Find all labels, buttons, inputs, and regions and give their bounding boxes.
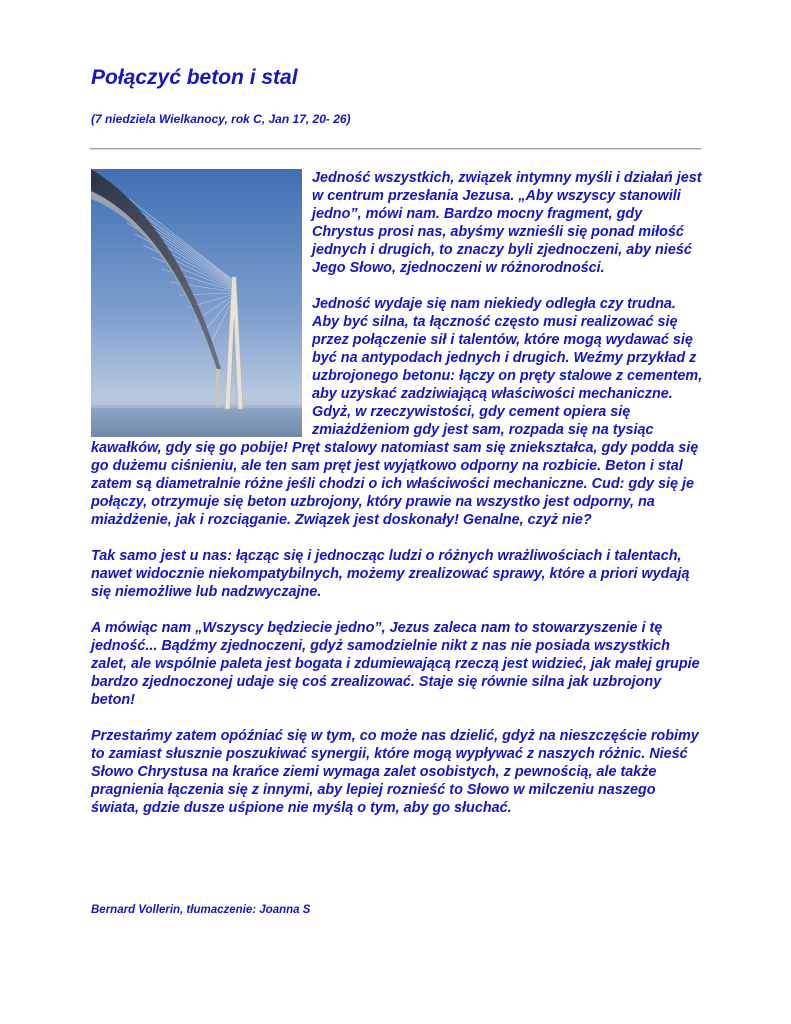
page-subtitle: (7 niedziela Wielkanocy, rok C, Jan 17, 20- 26): [91, 112, 351, 126]
paragraph-4: A mówiąc nam „Wszyscy będziecie jedno”, Jezus zaleca nam to stowarzyszenie i tę jedność... Bądźmy zjednoczeni, gdyż samodzielnie nikt z nas nie posiada wszystkich zalet, ale wspólnie paleta jest bogata i zdumiewającą rzeczą jest widzieć, jak małej grupie bardzo zjednoczonej udaje się coś zrealizować. Staje się równie silna jak uzbrojony beton!: [91, 620, 700, 708]
bridge-photo: [91, 169, 302, 437]
paragraph-5: Przestańmy zatem opóźniać się w tym, co może nas dzielić, gdyż na nieszczęście robimy to zamiast słusznie poszukiwać synergii, które mogą wypływać z naszych różnic. Nieść Słowo Chrystusa na krańce ziemi wymaga zalet osobistych, z pewnością, ale także pragnienia łączenia się z innymi, aby lepiej roznieść to Słowo w milczeniu naszego świata, gdzie dusze uśpione nie myślą o tym, aby go słuchać.: [91, 728, 699, 816]
author-signature: Bernard Vollerin, tłumaczenie: Joanna S: [91, 904, 311, 916]
paragraph-1: Jedność wszystkich, związek intymny myśli i działań jest w centrum przesłania Jezusa. „Aby wszyscy stanowili jedno”, mówi nam. Bardzo mocny fragment, gdy Chrystus prosi nas, abyśmy wznieśli się ponad miłość jednych i drugich, to znaczy byli zjednoczeni, aby nieść Jego Słowo, zjednoczeni w różnorodności.: [312, 170, 702, 276]
paragraph-2: Jedność wydaje się nam niekiedy odległa czy trudna. Aby być silna, ta łączność często musi realizować się przez połączenie sił i talentów, które mogą wydawać się być na antypodach jednych i drugich. Weźmy przykład z uzbrojonego betonu: łączy on pręty stalowe z cementem, aby uzyskać zadziwiającą właściwości mechaniczne. Gdyż, w rzeczywistości, gdy cement opiera się zmiażdżeniom gdy jest sam, rozpada się na tysiąc kawałków, gdy się go pobije! Pręt stalowy natomiast sam się zniekształca, gdy podda się go dużemu ciśnieniu, ale ten sam pręt jest wyjątkowo odporny na rozbicie. Beton i stal zatem są diametralnie różne jeśli chodzi o ich właściwości mechaniczne. Cud: gdy się je połączy, otrzymuje się beton uzbrojony, który prawie na wszystko jest odporny, na miażdżenie, jak i rozciąganie. Związek jest doskonały! Genalne, czyż nie?: [91, 296, 703, 528]
page-title: Połączyć beton i stal: [91, 66, 298, 89]
horizontal-divider: [90, 148, 701, 150]
article-body: [91, 169, 703, 835]
paragraph-3: Tak samo jest u nas: łącząc się i jednocząc ludzi o różnych wrażliwościach i talentach, nawet widocznie niekompatybilnych, możemy zrealizować sprawy, które a priori wydają się niemożliwe lub nadzwyczajne.: [91, 548, 690, 600]
